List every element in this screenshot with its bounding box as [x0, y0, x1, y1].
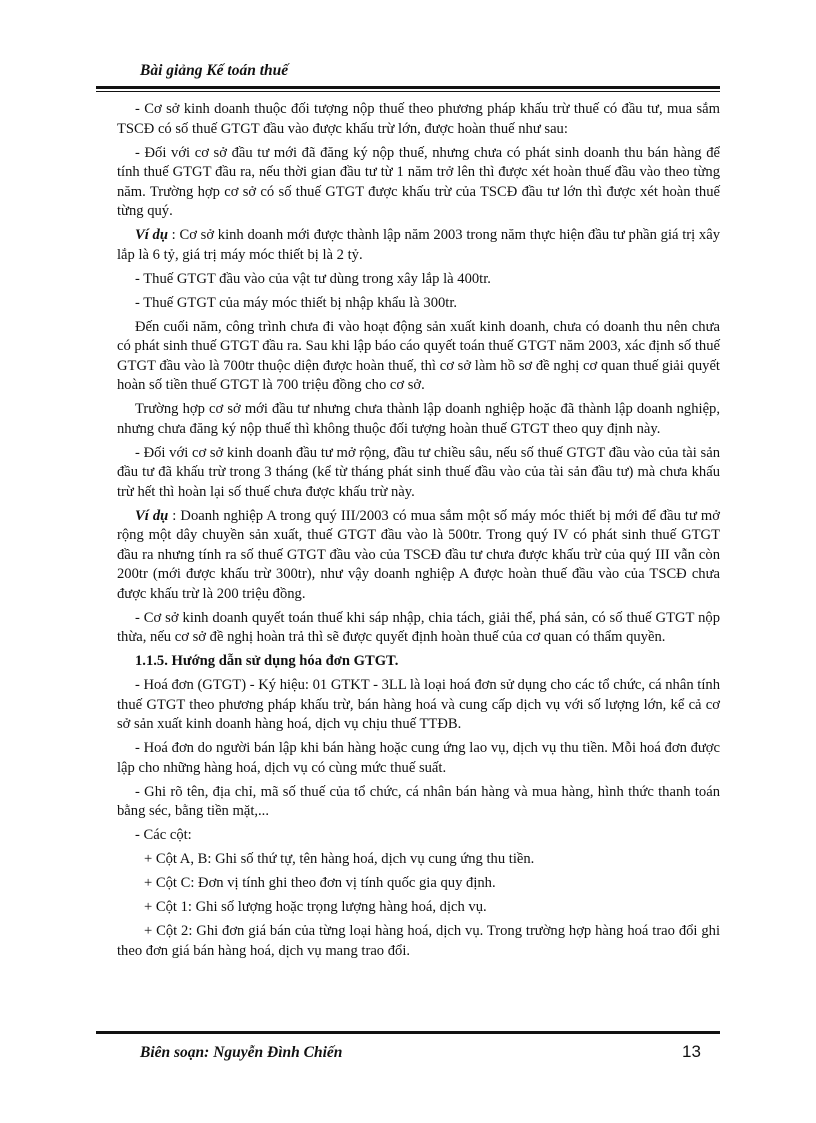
page-number: 13 [682, 1042, 701, 1061]
column-item: + Cột A, B: Ghi số thứ tự, tên hàng hoá, dịch vụ cung ứng thu tiền. [144, 851, 535, 867]
section-heading: 1.1.5. Hướng dẫn sử dụng hóa đơn GTGT. [135, 653, 399, 669]
paragraph: - Thuế GTGT của máy móc thiết bị nhập khẩu là 300tr. [135, 294, 458, 311]
paragraph: Trường hợp cơ sở mới đầu tư nhưng chưa thành lập doanh nghiệp hoặc đã thành lập doanh nghiệp, nhưng chưa đăng ký nộp thuế thì không thuộc đối tượng hoàn thuế GTGT theo quy định này. [117, 401, 720, 437]
paragraph: - Thuế GTGT đầu vào của vật tư dùng trong xây lắp là 400tr. [135, 270, 491, 287]
example-label: Ví dụ [135, 507, 169, 524]
column-item: + Cột C: Đơn vị tính ghi theo đơn vị tính quốc gia quy định. [144, 875, 496, 891]
example-paragraph [117, 507, 720, 605]
header-rule [96, 86, 720, 89]
paragraph: - Hoá đơn do người bán lập khi bán hàng hoặc cung ứng lao vụ, dịch vụ thu tiền. Mỗi hoá đơn được lập cho những hàng hoá, dịch vụ có cùng mức thuế suất. [117, 740, 720, 776]
paragraph: - Đối với cơ sở đầu tư mới đã đăng ký nộp thuế, nhưng chưa có phát sinh doanh thu bán hàng để tính thuế GTGT đầu ra, nếu thời gian đầu tư từ 1 năm trở lên thì được xét hoàn thuế đầu vào theo từng năm. Trường hợp cơ sở có số thuế GTGT được khấu trừ của TSCĐ đầu tư lớn thì được xét hoàn thuế từng quý. [117, 144, 720, 219]
paragraph: Đến cuối năm, công trình chưa đi vào hoạt động sản xuất kinh doanh, chưa có doanh thu nên chưa có phát sinh thuế GTGT đầu ra. Sau khi lập báo cáo quyết toán thuế GTGT năm 2003, xác định số thuế GTGT đầu vào là 700tr thuộc diện được hoàn thuế, thì cơ sở làm hồ sơ đề nghị cơ quan thuế giải quyết hoàn số tiền thuế GTGT là 700 triệu đồng cho cơ sở. [117, 318, 720, 393]
column-item: + Cột 2: Ghi đơn giá bán của từng loại hàng hoá, dịch vụ. Trong trường hợp hàng hoá trao đổi ghi theo đơn giá bán hàng hoá, dịch vụ mang trao đổi. [117, 923, 720, 959]
paragraph: - Hoá đơn (GTGT) - Ký hiệu: 01 GTKT - 3LL là loại hoá đơn sử dụng cho các tổ chức, cá nhân tính thuế GTGT theo phương pháp khấu trừ, bán hàng hoá và cung cấp dịch vụ với số lượng lớn, kể cả cơ sở sản xuất kinh doanh hàng hoá, dịch vụ chịu thuế TTĐB. [117, 677, 720, 732]
example-text: : Doanh nghiệp A trong quý III/2003 có mua sắm một số máy móc thiết bị mới để đầu tư mở rộng một dây chuyền sản xuất, thuế GTGT đầu vào là 500tr. Trong quý IV có phát sinh thuế GTGT đầu ra nhưng tính ra số thuế GTGT đầu vào của TSCĐ đầu tư chưa được khấu trừ của quý III vẫn còn 200tr (mới được khấu trừ 300tr), như vậy doanh nghiệp A được hoàn thuế đầu vào của TSCĐ chưa được khấu trừ là 200 triệu đồng. [117, 507, 720, 602]
paragraph: - Cơ sở kinh doanh quyết toán thuế khi sáp nhập, chia tách, giải thể, phá sản, có số thuế GTGT nộp thừa, nếu cơ sở đề nghị hoàn trả thì sẽ được quyết định hoàn thuế của cơ quan có thẩm quyền. [117, 609, 720, 645]
column-item: + Cột 1: Ghi số lượng hoặc trọng lượng hàng hoá, dịch vụ. [144, 899, 487, 915]
paragraph: - Các cột: [135, 827, 192, 843]
footer-author: Biên soạn: Nguyễn Đình Chiến [140, 1044, 343, 1061]
example-label: Ví dụ [135, 227, 168, 243]
paragraph: - Cơ sở kinh doanh thuộc đối tượng nộp thuế theo phương pháp khấu trừ thuế có đầu tư, mua sắm TSCĐ có số thuế GTGT đầu vào được khấu trừ lớn, được hoàn thuế như sau: [117, 101, 720, 137]
body-text [117, 100, 720, 966]
header-title: Bài giảng Kế toán thuế [140, 62, 289, 79]
footer-rule [96, 1031, 720, 1034]
example-text: : Cơ sở kinh doanh mới được thành lập năm 2003 trong năm thực hiện đầu tư phần giá trị xây lắp là 6 tỷ, giá trị máy móc thiết bị là 2 tỷ. [117, 227, 720, 263]
paragraph: - Đối với cơ sở kinh doanh đầu tư mở rộng, đầu tư chiều sâu, nếu số thuế GTGT đầu vào của tài sản đầu tư đã khấu trừ trong 3 tháng (kể từ tháng phát sinh thuế đầu vào của tài sản đầu tư) mà chưa khấu trừ hết thì hoàn lại số thuế chưa được khấu trừ này. [117, 444, 720, 500]
example-paragraph [117, 226, 720, 265]
header-rule-thin [96, 91, 720, 92]
paragraph: - Ghi rõ tên, địa chỉ, mã số thuế của tổ chức, cá nhân bán hàng và mua hàng, hình thức thanh toán bằng séc, bằng tiền mặt,... [117, 783, 720, 819]
